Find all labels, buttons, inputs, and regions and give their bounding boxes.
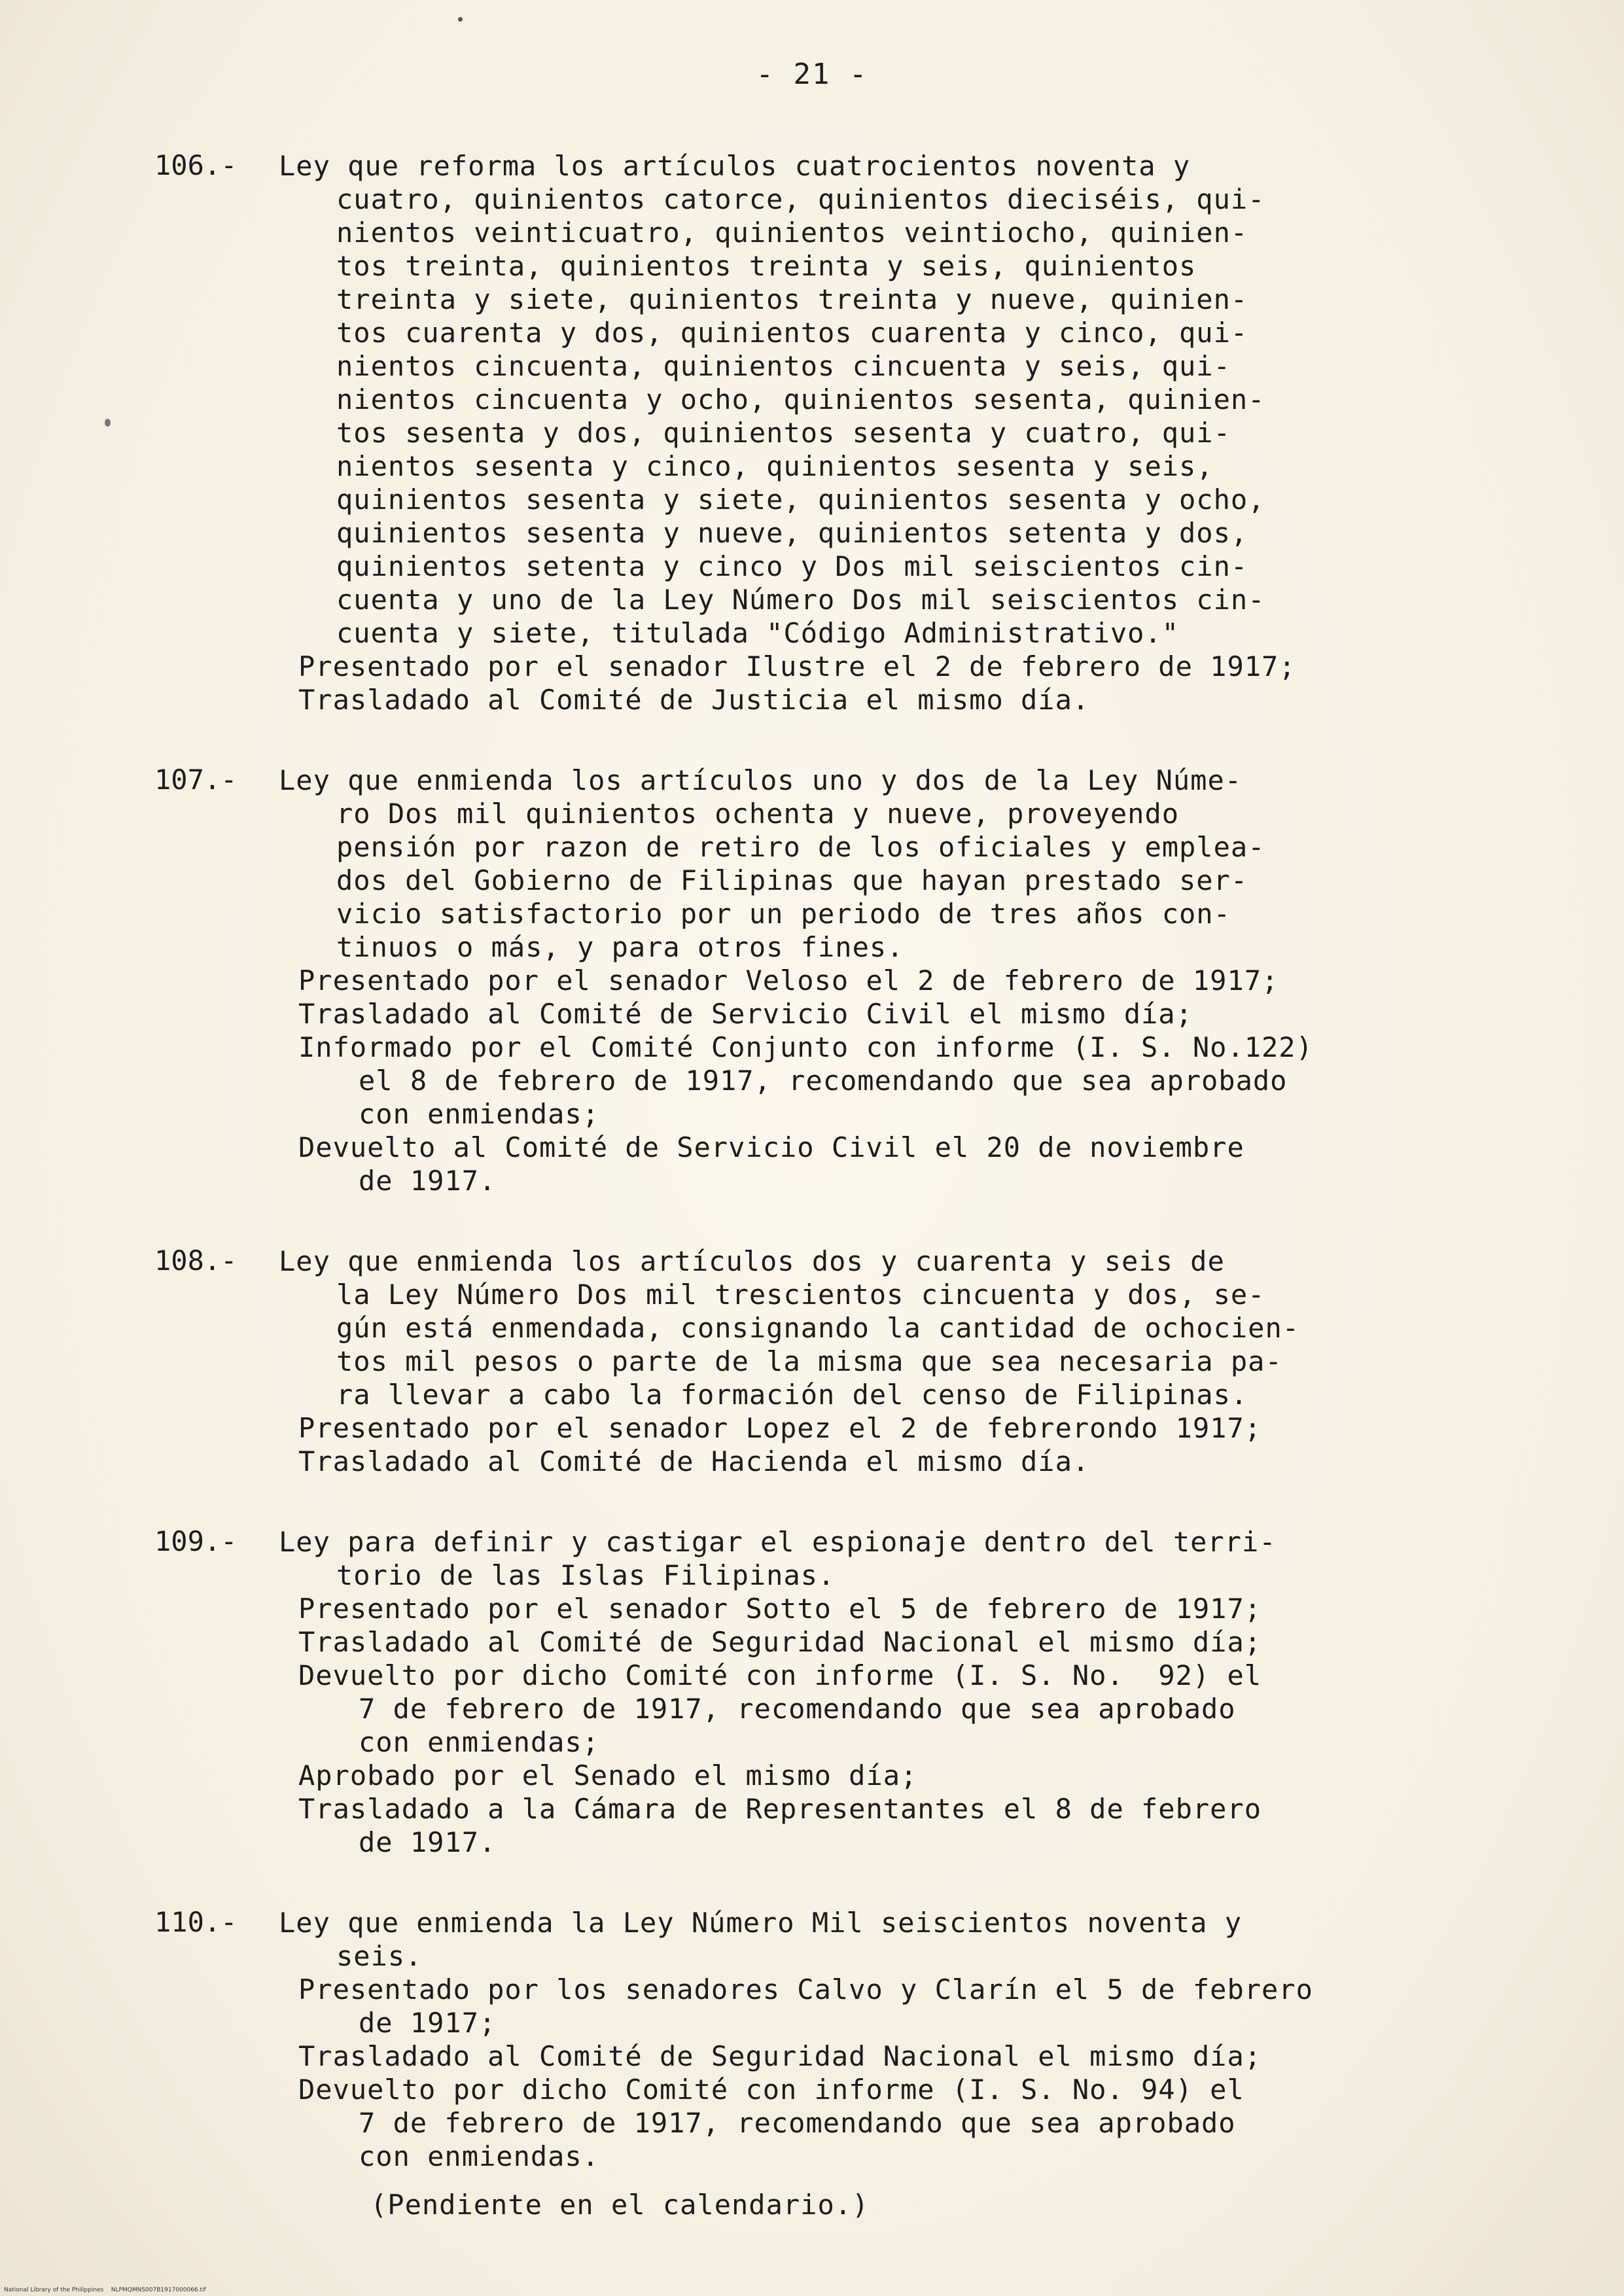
bill-number: 109.- xyxy=(154,1525,238,1557)
bill-title-line: gún está enmendada, consignando la cantidad de ochocien- xyxy=(336,1312,1300,1344)
bill-action-line: Trasladado al Comité de Seguridad Nacional el mismo día; xyxy=(298,2040,1262,2072)
bill-action-line: Presentado por el senador Lopez el 2 de febrerondo 1917; xyxy=(298,1412,1262,1444)
bill-action-line: Trasladado a la Cámara de Representantes el 8 de febrero xyxy=(298,1793,1262,1825)
bill-action-line: Trasladado al Comité de Seguridad Nacional el mismo día; xyxy=(298,1626,1262,1658)
bill-action xyxy=(298,1031,1515,1131)
bill-title-line: Ley que enmienda la Ley Número Mil seiscientos noventa y xyxy=(279,1907,1243,1939)
bill-title-line: nientos veinticuatro, quinientos veintiocho, quinien- xyxy=(336,217,1248,249)
bill-action-line: de 1917. xyxy=(359,1826,497,1858)
bill-entry xyxy=(154,1245,1515,1478)
bill-action-line: con enmiendas. xyxy=(359,2140,600,2172)
bill-title-line: cuatro, quinientos catorce, quinientos dieciséis, qui- xyxy=(336,183,1265,215)
bill-action-line: Devuelto por dicho Comité con informe (I. S. No. 92) el xyxy=(298,1659,1262,1691)
bill-actions xyxy=(298,964,1515,1197)
bill-title-line: la Ley Número Dos mil trescientos cincuenta y dos, se- xyxy=(336,1279,1265,1311)
bill-action-line: Trasladado al Comité de Hacienda el mismo día. xyxy=(298,1445,1090,1477)
bill-title-line: tos sesenta y dos, quinientos sesenta y cuatro, qui- xyxy=(336,417,1231,449)
bill-title xyxy=(279,1245,1515,1411)
bill-action xyxy=(298,1592,1515,1625)
bill-action-line: Trasladado al Comité de Servicio Civil el mismo día; xyxy=(298,998,1193,1030)
bill-title-line: tos cuarenta y dos, quinientos cuarenta y cinco, qui- xyxy=(336,317,1248,349)
bill-title-line: nientos cincuenta, quinientos cincuenta y seis, qui- xyxy=(336,350,1231,382)
bill-action-line: Devuelto al Comité de Servicio Civil el 20 de noviembre xyxy=(298,1131,1244,1163)
bill-action-line: Presentado por el senador Sotto el 5 de febrero de 1917; xyxy=(298,1593,1262,1625)
bill-title-line: seis. xyxy=(336,1940,423,1972)
bill-number: 107.- xyxy=(154,764,238,796)
bill-title-line: nientos cincuenta y ocho, quinientos sesenta, quinien- xyxy=(336,383,1265,415)
bill-action-line: 7 de febrero de 1917, recomendando que sea aprobado xyxy=(359,1693,1236,1725)
bill-actions xyxy=(298,1592,1515,1859)
bill-title-line: tinuos o más, y para otros fines. xyxy=(336,931,904,963)
bill-action-line: el 8 de febrero de 1917, recomendando que sea aprobado xyxy=(359,1065,1288,1097)
bill-entry xyxy=(154,149,1515,716)
bill-action-line: Informado por el Comité Conjunto con informe (I. S. No.122) xyxy=(298,1031,1313,1063)
bill-action-line: Presentado por el senador Ilustre el 2 de febrero de 1917; xyxy=(298,650,1296,682)
bill-title-line: torio de las Islas Filipinas. xyxy=(336,1559,836,1591)
bill-action-line: Devuelto por dicho Comité con informe (I. S. No. 94) el xyxy=(298,2074,1244,2106)
bill-action-line: Trasladado al Comité de Justicia el mismo día. xyxy=(298,684,1090,716)
bill-title-line: Ley que enmienda los artículos dos y cuarenta y seis de xyxy=(279,1245,1225,1277)
bill-action xyxy=(298,1659,1515,1759)
bill-action xyxy=(298,1445,1515,1478)
bill-title-line: quinientos setenta y cinco y Dos mil seiscientos cin- xyxy=(336,550,1248,582)
bill-action xyxy=(298,2040,1515,2073)
scan-footer: National Library of the Philippines NLPMQMNS007B1917000066.tif xyxy=(4,2287,206,2293)
bill-number: 106.- xyxy=(154,149,238,181)
bill-action xyxy=(298,683,1515,716)
bill-action xyxy=(298,1625,1515,1659)
ink-speck xyxy=(105,419,111,427)
bill-action xyxy=(298,1131,1515,1197)
bill-title xyxy=(279,1525,1515,1592)
bill-action xyxy=(298,1759,1515,1792)
bill-action-line: de 1917. xyxy=(359,1165,497,1197)
bill-action-line: Presentado por los senadores Calvo y Clarín el 5 de febrero xyxy=(298,1973,1313,2005)
bill-title-line: nientos sesenta y cinco, quinientos sesenta y seis, xyxy=(336,450,1214,482)
bill-number: 108.- xyxy=(154,1245,238,1277)
bill-title-line: cuenta y uno de la Ley Número Dos mil seiscientos cin- xyxy=(336,584,1265,616)
bill-action xyxy=(298,650,1515,683)
bill-entry xyxy=(154,764,1515,1197)
bill-title-line: ra llevar a cabo la formación del censo de Filipinas. xyxy=(336,1379,1248,1411)
bill-action-line: 7 de febrero de 1917, recomendando que sea aprobado xyxy=(359,2107,1236,2139)
ink-speck xyxy=(458,17,463,22)
bill-title xyxy=(279,149,1515,650)
bill-action-line: Aprobado por el Senado el mismo día; xyxy=(298,1759,918,1792)
bill-action xyxy=(298,2073,1515,2173)
bill-action-line: con enmiendas; xyxy=(359,1098,600,1130)
page-number: - 21 - xyxy=(756,58,868,91)
bill-title xyxy=(279,764,1515,964)
bill-action xyxy=(298,997,1515,1031)
bill-entry xyxy=(154,1906,1515,2221)
bill-title-line: Ley para definir y castigar el espionaje dentro del terri- xyxy=(279,1526,1277,1558)
bill-actions xyxy=(298,1411,1515,1478)
bill-action xyxy=(298,1973,1515,2040)
bill-title-line: pensión por razon de retiro de los oficiales y emplea- xyxy=(336,831,1265,863)
bill-actions xyxy=(298,650,1515,716)
bill-action-line: con enmiendas; xyxy=(359,1726,600,1758)
bill-actions xyxy=(298,1973,1515,2173)
bill-title-line: dos del Gobierno de Filipinas que hayan prestado ser- xyxy=(336,864,1248,896)
calendar-note: (Pendiente en el calendario.) xyxy=(370,2189,870,2221)
bill-title-line: quinientos sesenta y siete, quinientos sesenta y ocho, xyxy=(336,484,1265,516)
bill-title xyxy=(279,1906,1515,1973)
bill-action xyxy=(298,1792,1515,1859)
bill-title-line: tos treinta, quinientos treinta y seis, quinientos xyxy=(336,250,1197,282)
bill-title-line: vicio satisfactorio por un periodo de tres años con- xyxy=(336,898,1231,930)
bill-number: 110.- xyxy=(154,1906,238,1938)
bill-title-line: ro Dos mil quinientos ochenta y nueve, proveyendo xyxy=(336,798,1180,830)
bill-action xyxy=(298,964,1515,997)
bill-entry xyxy=(154,1525,1515,1859)
bill-action xyxy=(298,1411,1515,1445)
bill-action-line: Presentado por el senador Veloso el 2 de febrero de 1917; xyxy=(298,964,1279,997)
bill-title-line: tos mil pesos o parte de la misma que sea necesaria pa- xyxy=(336,1345,1282,1377)
bill-title-line: Ley que reforma los artículos cuatrocientos noventa y xyxy=(279,150,1191,182)
bill-title-line: quinientos sesenta y nueve, quinientos setenta y dos, xyxy=(336,517,1248,549)
bill-title-line: treinta y siete, quinientos treinta y nueve, quinien- xyxy=(336,283,1248,315)
bill-title-line: Ley que enmienda los artículos uno y dos de la Ley Núme- xyxy=(279,764,1243,796)
bill-action-line: de 1917; xyxy=(359,2007,497,2039)
bill-title-line: cuenta y siete, titulada "Código Administrativo." xyxy=(336,617,1180,649)
bill-list xyxy=(154,149,1515,2268)
